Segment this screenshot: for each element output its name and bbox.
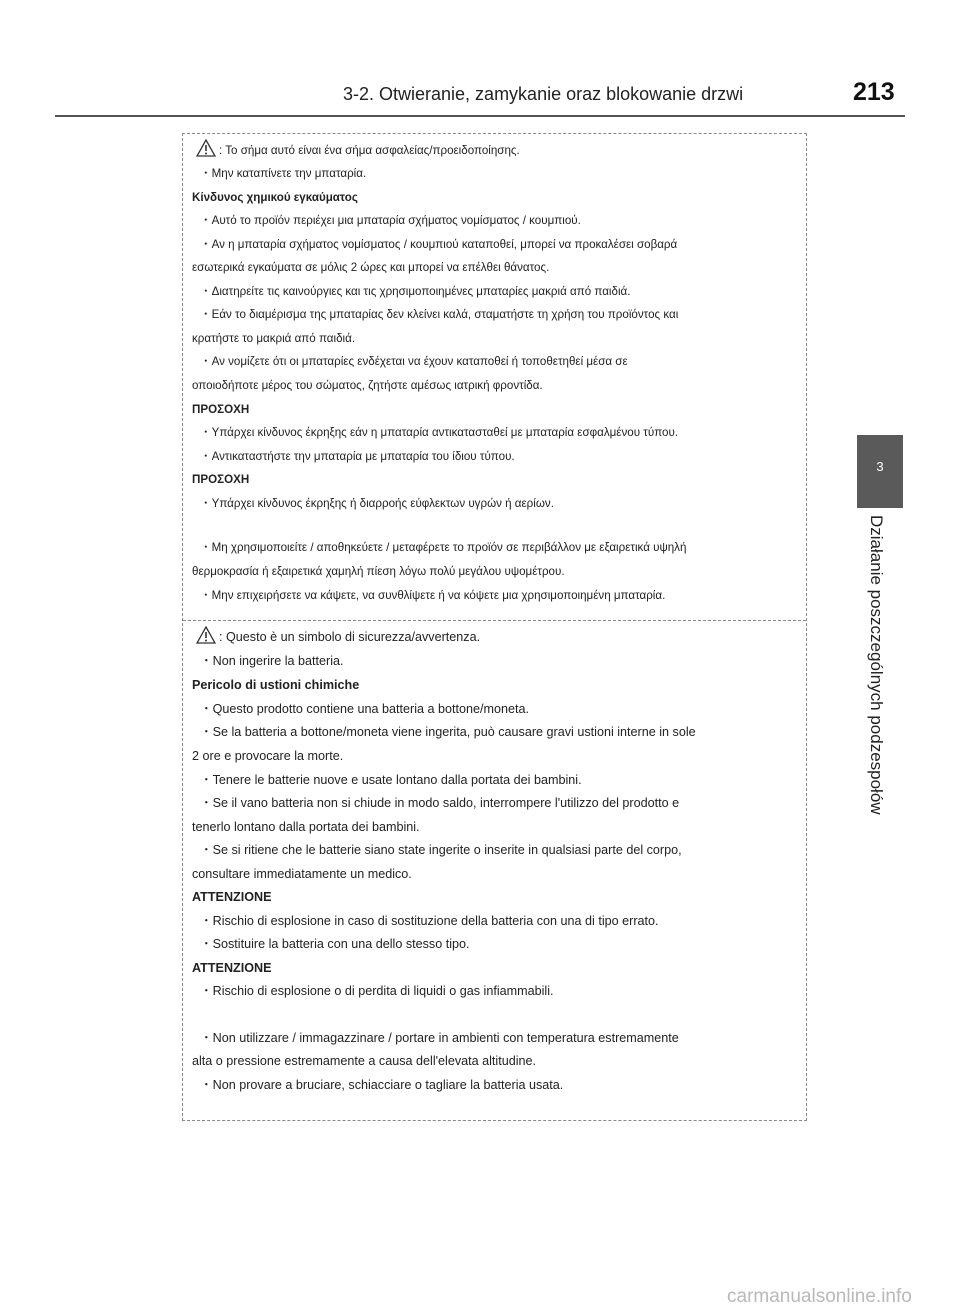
text-line: ・Questo prodotto contiene una batteria a bottone/moneta.	[200, 702, 530, 716]
subheading: ΠΡΟΣΟΧΗ	[192, 473, 250, 486]
warning-symbol-note: : Το σήμα αυτό είναι ένα σήμα ασφαλείας/προειδοποίησης.	[219, 144, 520, 157]
subheading: ATTENZIONE	[192, 890, 272, 904]
text-line: ・Διατηρείτε τις καινούργιες και τις χρησιμοποιημένες μπαταρίες μακριά από παιδιά.	[200, 285, 631, 298]
text-line: ・Se il vano batteria non si chiude in modo saldo, interrompere l'utilizzo del prodotto e	[200, 796, 680, 810]
text-line: ・Αν η μπαταρία σχήματος νομίσματος / κουμπιού καταποθεί, μπορεί να προκαλέσει σοβαρά	[200, 238, 678, 251]
text-line: ・Μη χρησιμοποιείτε / αποθηκεύετε / μεταφέρετε το προϊόν σε περιβάλλον με εξαιρετικά υψηλή	[200, 541, 687, 554]
text-line: ・Υπάρχει κίνδυνος έκρηξης ή διαρροής εύφλεκτων υγρών ή αερίων.	[200, 497, 554, 510]
warning-triangle-icon	[196, 139, 216, 157]
text-line: ・Αντικαταστήστε την μπαταρία με μπαταρία του ίδιου τύπου.	[200, 450, 515, 463]
text-line: ・Εάν το διαμέρισμα της μπαταρίας δεν κλείνει καλά, σταματήστε τη χρήση του προϊόντος και	[200, 308, 679, 321]
text-line: consultare immediatamente un medico.	[192, 867, 412, 881]
text-line: ・Μην επιχειρήσετε να κάψετε, να συνθλίψετε ή να κόψετε μια χρησιμοποιημένη μπαταρία.	[200, 589, 666, 602]
text-line: ・Υπάρχει κίνδυνος έκρηξης εάν η μπαταρία αντικατασταθεί με μπαταρία εσφαλμένου τύπου.	[200, 426, 679, 439]
text-line: alta o pressione estremamente a causa dell'elevata altitudine.	[192, 1054, 537, 1068]
italian-section	[183, 620, 806, 1121]
text-line: ・Αυτό το προϊόν περιέχει μια μπαταρία σχήματος νομίσματος / κουμπιού.	[200, 214, 581, 227]
text-line: tenerlo lontano dalla portata dei bambini.	[192, 820, 420, 834]
text-line: ・Rischio di esplosione o di perdita di liquidi o gas infiammabili.	[200, 984, 554, 998]
chapter-tab	[857, 435, 903, 508]
subheading: Pericolo di ustioni chimiche	[192, 678, 360, 692]
text-line: ・Sostituire la batteria con una dello stesso tipo.	[200, 937, 470, 951]
text-line: ・Se la batteria a bottone/moneta viene ingerita, può causare gravi ustioni interne in sole	[200, 725, 696, 739]
text-line: 2 ore e provocare la morte.	[192, 749, 344, 763]
section-title: 3-2. Otwieranie, zamykanie oraz blokowanie drzwi	[343, 84, 744, 104]
page-number: 213	[853, 78, 895, 106]
warning-symbol-note: : Questo è un simbolo di sicurezza/avvertenza.	[219, 630, 481, 644]
text-line: οποιοδήποτε μέρος του σώματος, ζητήστε αμέσως ιατρική φροντίδα.	[192, 379, 543, 392]
text-line: ・Non provare a bruciare, schiacciare o tagliare la batteria usata.	[200, 1078, 564, 1092]
greek-section	[183, 134, 806, 620]
text-line: ・Rischio di esplosione in caso di sostituzione della batteria con una di tipo errato.	[200, 914, 659, 928]
text-line: ・Non ingerire la batteria.	[200, 654, 344, 668]
text-line: ・Αν νομίζετε ότι οι μπαταρίες ενδέχεται να έχουν καταποθεί ή τοποθετηθεί μέσα σε	[200, 355, 628, 368]
warning-box	[182, 133, 807, 1121]
warning-triangle-icon	[196, 626, 216, 644]
subheading: Κίνδυνος χημικού εγκαύματος	[192, 191, 358, 204]
text-line: θερμοκρασία ή εξαιρετικά χαμηλή πίεση λόγω πολύ μεγάλου υψομέτρου.	[192, 565, 565, 578]
text-line: ・Tenere le batterie nuove e usate lontano dalla portata dei bambini.	[200, 773, 582, 787]
watermark: carmanualsonline.info	[727, 1286, 912, 1307]
text-line: ・Se si ritiene che le batterie siano state ingerite o inserite in qualsiasi parte del corpo,	[200, 843, 682, 857]
subheading: ATTENZIONE	[192, 961, 272, 975]
page-header	[55, 0, 905, 117]
chapter-number: 3	[876, 459, 884, 474]
text-line: κρατήστε το μακριά από παιδιά.	[192, 332, 356, 345]
subheading: ΠΡΟΣΟΧΗ	[192, 403, 250, 416]
chapter-title: Działanie poszczególnych podzespołów	[867, 515, 886, 815]
text-line: εσωτερικά εγκαύματα σε μόλις 2 ώρες και μπορεί να επέλθει θάνατος.	[192, 261, 550, 274]
text-line: ・Non utilizzare / immagazzinare / portare in ambienti con temperatura estremamente	[200, 1031, 679, 1045]
text-line: ・Μην καταπίνετε την μπαταρία.	[200, 167, 367, 180]
